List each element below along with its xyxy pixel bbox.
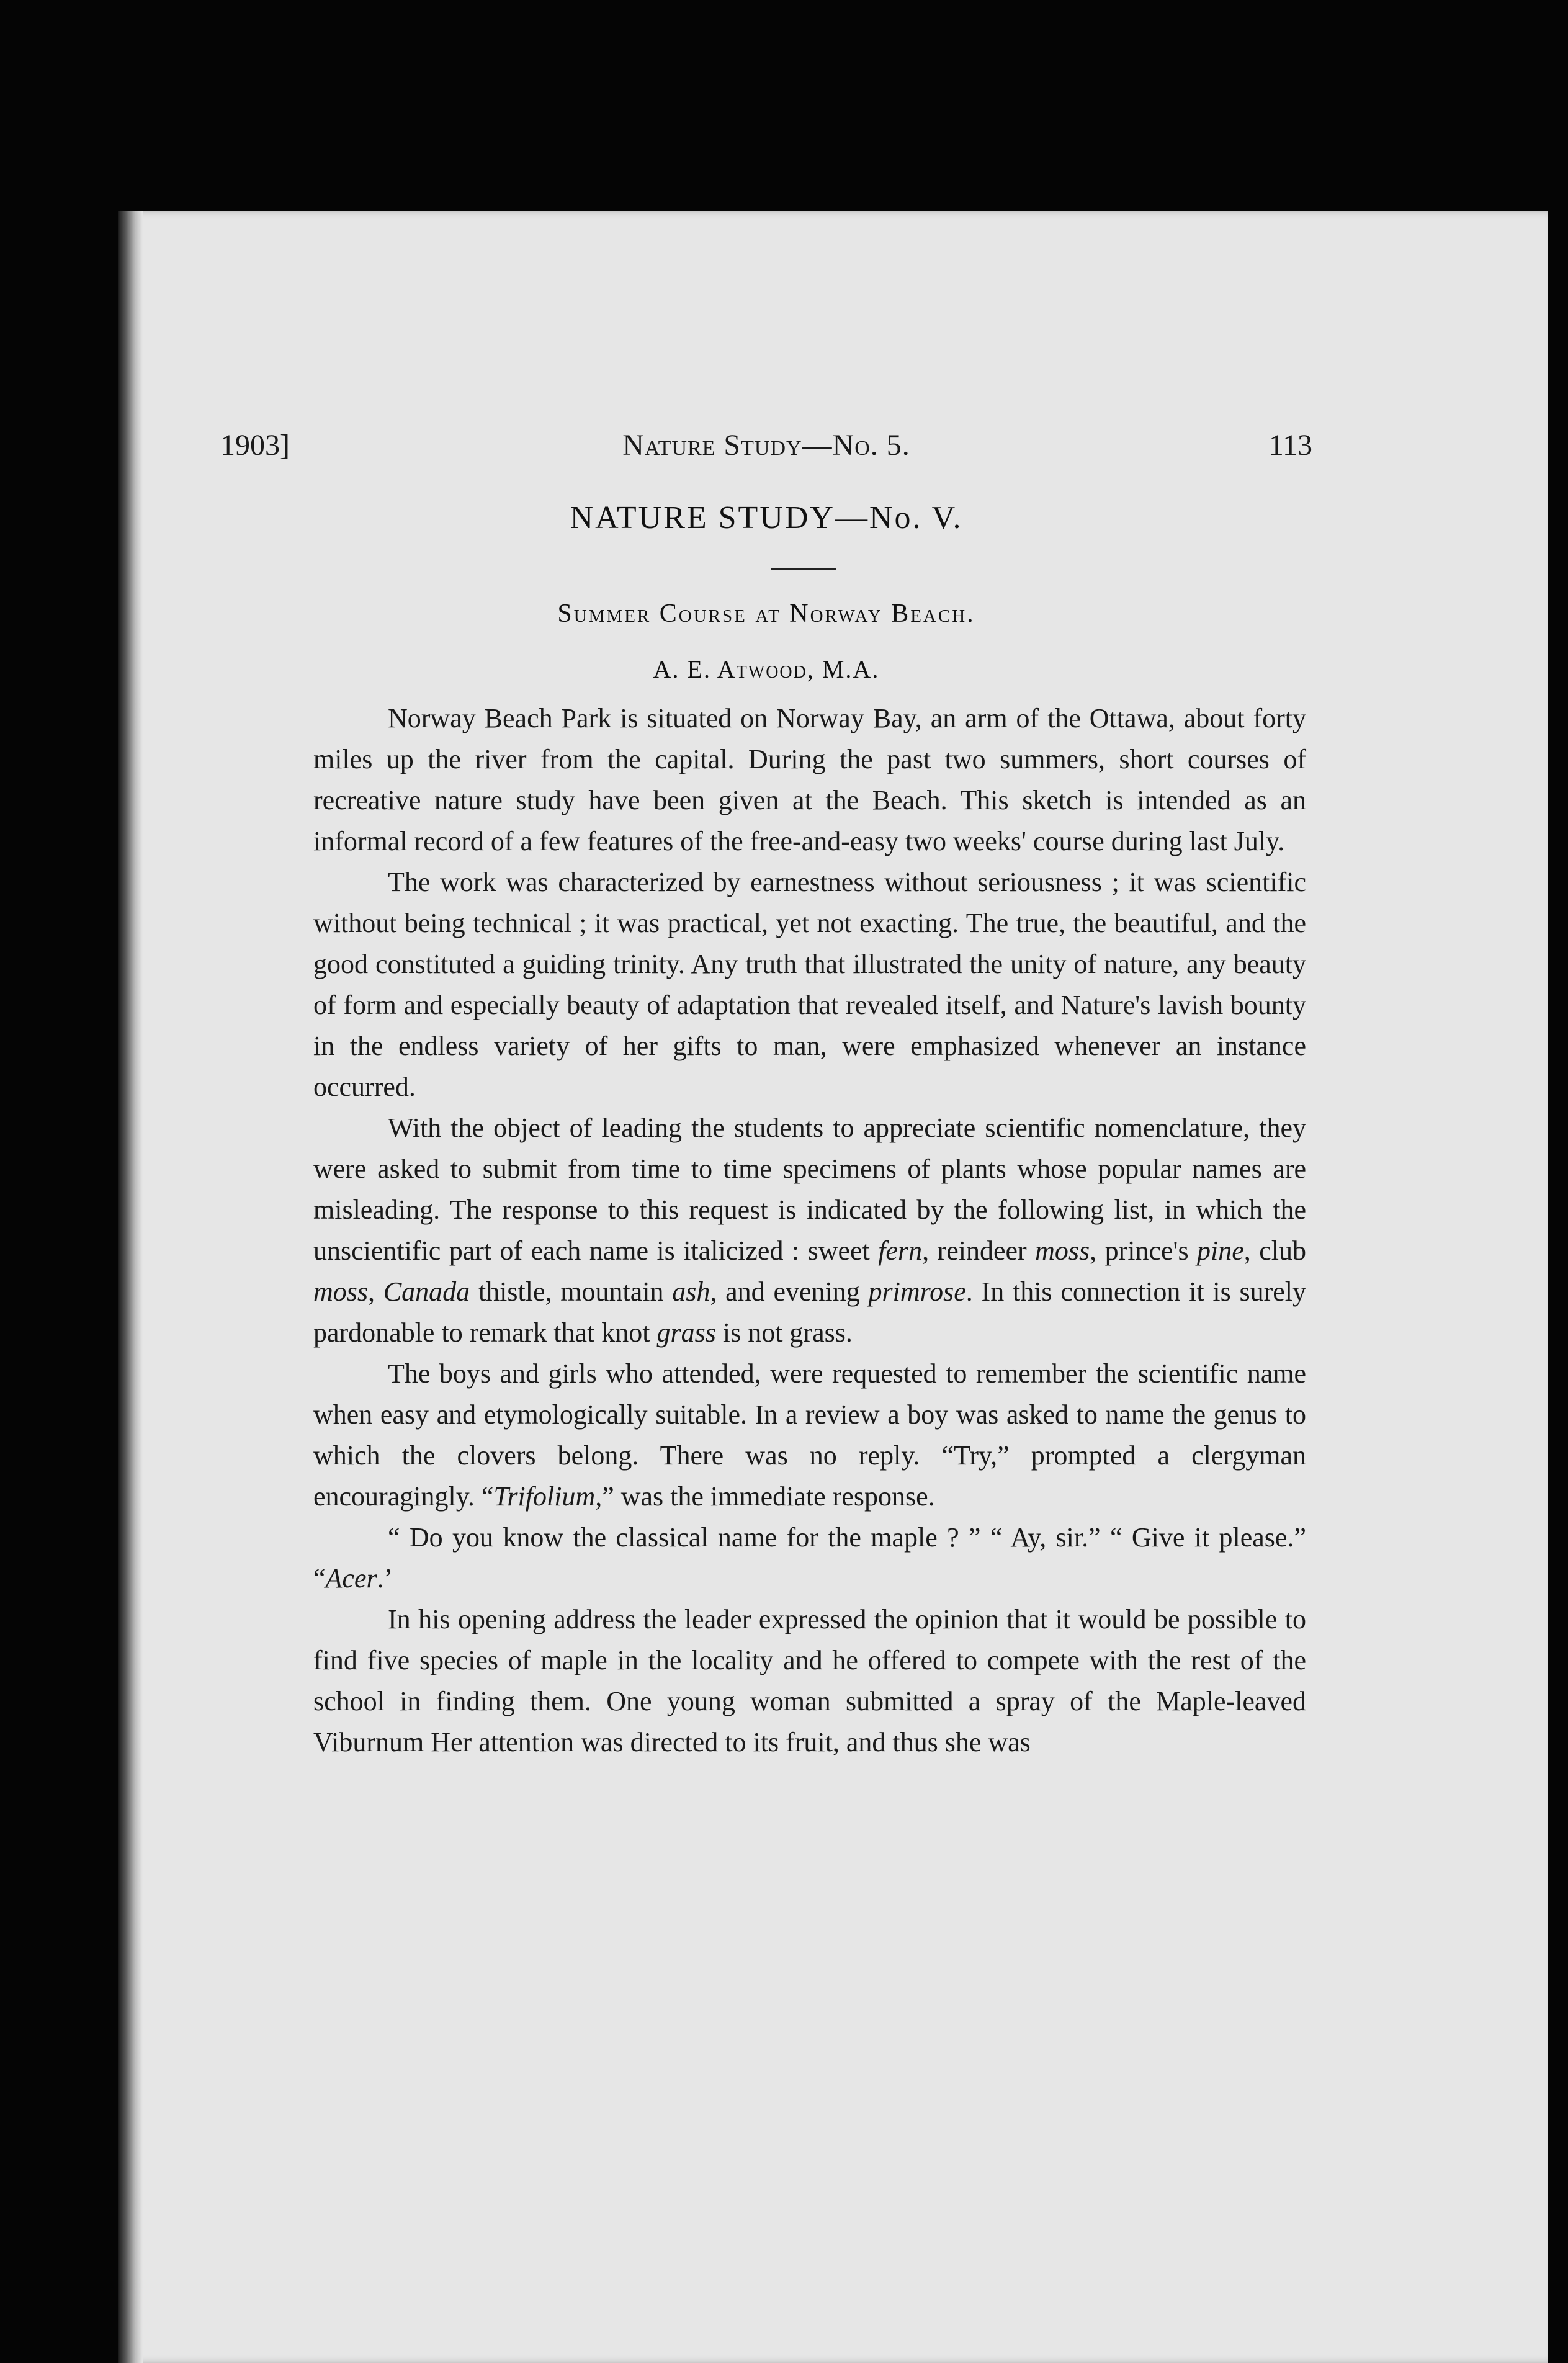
paragraph-5: “ Do you know the classical name for the maple ? ” “ Ay, sir.” “ Give it please.” “Acer.’ [313, 1522, 1306, 1594]
article-author: A. E. Atwood, M.A. [653, 655, 880, 683]
paragraph-6: In his opening address the leader expressed the opinion that it would be possible to find five species of maple in the locality and he offered to compete with the rest of the school in finding them. One young woman submitted a spray of the Maple-leaved Viburnum Her attention was directed to its fruit, and thus she was [313, 1604, 1306, 1757]
page-binding-shadow [118, 211, 143, 2363]
paragraph-4: The boys and girls who attended, were requested to remember the scientific name when easy and etymologically suitable. In a review a boy was asked to name the genus to which the clovers belong. There was no reply. “Try,” prompted a clergyman encouragingly. “Trifolium,” was the immediate response. [313, 1358, 1306, 1512]
running-head [220, 428, 1312, 465]
paragraph-1: Norway Beach Park is situated on Norway Bay, an arm of the Ottawa, about forty miles up the river from the capital. During the past two summers, short courses of recreative nature study have been given at the Beach. This sketch is intended as an informal record of a few features of the free-and-easy two weeks' course during last July. [313, 703, 1306, 856]
article-subtitle: Summer Course at Norway Beach. [557, 599, 975, 628]
article-title: NATURE STUDY—No. V. [570, 500, 963, 536]
running-head-year: 1903] [220, 429, 290, 462]
running-head-title: Nature Study—No. 5. [622, 429, 910, 462]
paragraph-3: With the object of leading the students to appreciate scientific nomenclature, they were asked to submit from time to time specimens of plants whose popular names are misleading. The response to this request is indicated by the following list, in which the unscientific part of each name is italicized : sweet fern, reindeer moss, prince's pine, club moss, Canada thistle, mountain ash, and evening primrose. In this connection it is surely pardonable to remark that knot grass is not grass. [313, 1113, 1307, 1348]
title-rule [771, 568, 836, 570]
paragraph-2: The work was characterized by earnestness without seriousness ; it was scientific without being technical ; it was practical, yet not exacting. The true, the beautiful, and the good constituted a guiding trinity. Any truth that illustrated the unity of nature, any beauty of form and especially beauty of adaptation that revealed itself, and Nature's lavish bounty in the endless variety of her gifts to man, were emphasized whenever an instance occurred. [313, 867, 1306, 1102]
page-number: 113 [1268, 429, 1312, 462]
article-body [313, 698, 1306, 1763]
